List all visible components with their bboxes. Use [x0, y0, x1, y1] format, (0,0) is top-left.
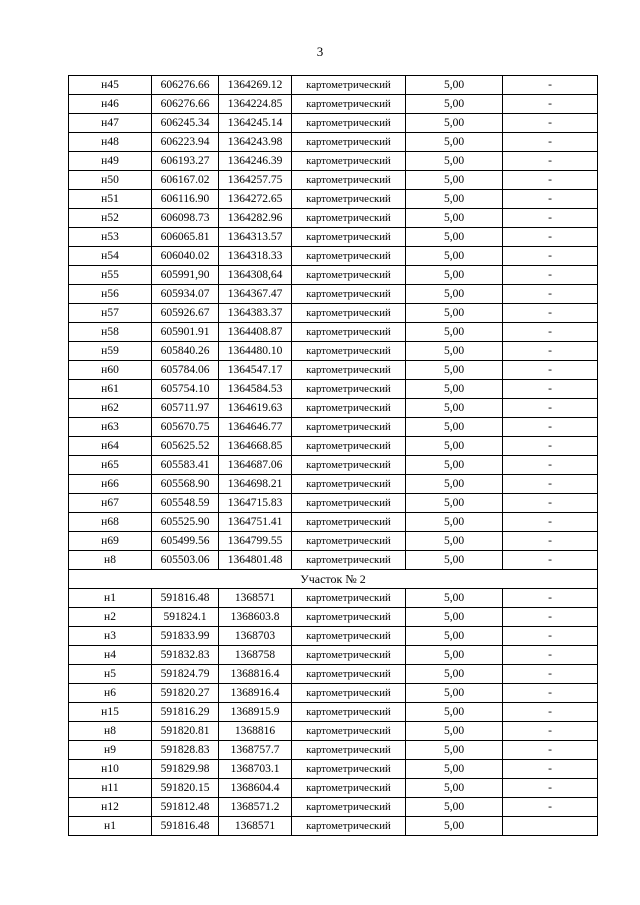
x-coordinate-cell: 606040.02: [152, 247, 219, 266]
accuracy-cell: 5,00: [406, 285, 503, 304]
description-cell: -: [503, 247, 598, 266]
point-name-cell: н65: [69, 456, 152, 475]
method-cell: картометрический: [292, 361, 406, 380]
page-number: 3: [316, 44, 324, 59]
y-coordinate-cell: 1368603.8: [219, 608, 292, 627]
point-name-cell: н56: [69, 285, 152, 304]
point-name-cell: н8: [69, 722, 152, 741]
x-coordinate-cell: 605670.75: [152, 418, 219, 437]
y-coordinate-cell: 1364243.98: [219, 133, 292, 152]
method-cell: картометрический: [292, 684, 406, 703]
y-coordinate-cell: 1368604.4: [219, 779, 292, 798]
accuracy-cell: 5,00: [406, 722, 503, 741]
x-coordinate-cell: 606276.66: [152, 76, 219, 95]
accuracy-cell: 5,00: [406, 760, 503, 779]
accuracy-cell: 5,00: [406, 380, 503, 399]
accuracy-cell: 5,00: [406, 684, 503, 703]
table-row: [69, 133, 598, 152]
description-cell: -: [503, 152, 598, 171]
method-cell: картометрический: [292, 665, 406, 684]
point-name-cell: н54: [69, 247, 152, 266]
x-coordinate-cell: 605784.06: [152, 361, 219, 380]
table-row: [69, 608, 598, 627]
accuracy-cell: 5,00: [406, 532, 503, 551]
x-coordinate-cell: 606245.34: [152, 114, 219, 133]
point-name-cell: н45: [69, 76, 152, 95]
method-cell: картометрический: [292, 722, 406, 741]
point-name-cell: н9: [69, 741, 152, 760]
x-coordinate-cell: 591832.83: [152, 646, 219, 665]
method-cell: картометрический: [292, 323, 406, 342]
y-coordinate-cell: 1364282.96: [219, 209, 292, 228]
accuracy-cell: 5,00: [406, 266, 503, 285]
table-row: [69, 513, 598, 532]
x-coordinate-cell: 591816.29: [152, 703, 219, 722]
accuracy-cell: 5,00: [406, 817, 503, 836]
description-cell: -: [503, 76, 598, 95]
x-coordinate-cell: 591828.83: [152, 741, 219, 760]
description-cell: -: [503, 266, 598, 285]
accuracy-cell: 5,00: [406, 228, 503, 247]
point-name-cell: н49: [69, 152, 152, 171]
y-coordinate-cell: 1368757.7: [219, 741, 292, 760]
method-cell: картометрический: [292, 76, 406, 95]
accuracy-cell: 5,00: [406, 665, 503, 684]
x-coordinate-cell: 591816.48: [152, 589, 219, 608]
description-cell: -: [503, 342, 598, 361]
description-cell: -: [503, 133, 598, 152]
description-cell: -: [503, 551, 598, 570]
table-row: [69, 646, 598, 665]
point-name-cell: н61: [69, 380, 152, 399]
table-row: [69, 342, 598, 361]
x-coordinate-cell: 606276.66: [152, 95, 219, 114]
accuracy-cell: 5,00: [406, 475, 503, 494]
table-row: [69, 247, 598, 266]
accuracy-cell: 5,00: [406, 247, 503, 266]
description-cell: -: [503, 494, 598, 513]
x-coordinate-cell: 605991,90: [152, 266, 219, 285]
x-coordinate-cell: 591833.99: [152, 627, 219, 646]
description-cell: -: [503, 532, 598, 551]
y-coordinate-cell: 1364272.65: [219, 190, 292, 209]
accuracy-cell: 5,00: [406, 399, 503, 418]
point-name-cell: н47: [69, 114, 152, 133]
x-coordinate-cell: 605625.52: [152, 437, 219, 456]
x-coordinate-cell: 591816.48: [152, 817, 219, 836]
method-cell: картометрический: [292, 380, 406, 399]
table-row: [69, 95, 598, 114]
table-row: [69, 779, 598, 798]
point-name-cell: н69: [69, 532, 152, 551]
x-coordinate-cell: 591812.48: [152, 798, 219, 817]
method-cell: картометрический: [292, 532, 406, 551]
y-coordinate-cell: 1368816: [219, 722, 292, 741]
y-coordinate-cell: 1364318.33: [219, 247, 292, 266]
y-coordinate-cell: 1364367.47: [219, 285, 292, 304]
accuracy-cell: 5,00: [406, 361, 503, 380]
point-name-cell: н59: [69, 342, 152, 361]
accuracy-cell: 5,00: [406, 703, 503, 722]
x-coordinate-cell: 591824.1: [152, 608, 219, 627]
description-cell: -: [503, 646, 598, 665]
accuracy-cell: 5,00: [406, 209, 503, 228]
table-row: [69, 171, 598, 190]
point-name-cell: н67: [69, 494, 152, 513]
description-cell: -: [503, 437, 598, 456]
accuracy-cell: 5,00: [406, 418, 503, 437]
table-row: [69, 532, 598, 551]
method-cell: картометрический: [292, 760, 406, 779]
method-cell: картометрический: [292, 152, 406, 171]
accuracy-cell: 5,00: [406, 494, 503, 513]
description-cell: -: [503, 722, 598, 741]
y-coordinate-cell: 1364801.48: [219, 551, 292, 570]
description-cell: -: [503, 209, 598, 228]
point-name-cell: н60: [69, 361, 152, 380]
section-title: Участок № 2: [69, 570, 598, 589]
accuracy-cell: 5,00: [406, 798, 503, 817]
y-coordinate-cell: 1364715.83: [219, 494, 292, 513]
method-cell: картометрический: [292, 741, 406, 760]
method-cell: картометрический: [292, 228, 406, 247]
y-coordinate-cell: 1368915.9: [219, 703, 292, 722]
accuracy-cell: 5,00: [406, 437, 503, 456]
description-cell: -: [503, 779, 598, 798]
point-name-cell: н11: [69, 779, 152, 798]
y-coordinate-cell: 1364224.85: [219, 95, 292, 114]
method-cell: картометрический: [292, 304, 406, 323]
y-coordinate-cell: 1368916.4: [219, 684, 292, 703]
table-row: [69, 437, 598, 456]
point-name-cell: н52: [69, 209, 152, 228]
x-coordinate-cell: 606193.27: [152, 152, 219, 171]
y-coordinate-cell: 1364408.87: [219, 323, 292, 342]
accuracy-cell: 5,00: [406, 114, 503, 133]
table-row: [69, 323, 598, 342]
description-cell: -: [503, 304, 598, 323]
description-cell: -: [503, 361, 598, 380]
method-cell: картометрический: [292, 589, 406, 608]
point-name-cell: н6: [69, 684, 152, 703]
description-cell: -: [503, 703, 598, 722]
x-coordinate-cell: 605901.91: [152, 323, 219, 342]
y-coordinate-cell: 1364751.41: [219, 513, 292, 532]
method-cell: картометрический: [292, 190, 406, 209]
y-coordinate-cell: 1364668.85: [219, 437, 292, 456]
point-name-cell: н5: [69, 665, 152, 684]
accuracy-cell: 5,00: [406, 152, 503, 171]
method-cell: картометрический: [292, 456, 406, 475]
accuracy-cell: 5,00: [406, 741, 503, 760]
table-row: [69, 380, 598, 399]
method-cell: картометрический: [292, 646, 406, 665]
accuracy-cell: 5,00: [406, 171, 503, 190]
description-cell: -: [503, 95, 598, 114]
description-cell: [503, 817, 598, 836]
description-cell: -: [503, 456, 598, 475]
accuracy-cell: 5,00: [406, 304, 503, 323]
point-name-cell: н10: [69, 760, 152, 779]
description-cell: -: [503, 418, 598, 437]
x-coordinate-cell: 605548.59: [152, 494, 219, 513]
y-coordinate-cell: 1368571: [219, 589, 292, 608]
point-name-cell: н58: [69, 323, 152, 342]
table-row: [69, 266, 598, 285]
y-coordinate-cell: 1368816.4: [219, 665, 292, 684]
table-row: [69, 551, 598, 570]
table-row: [69, 76, 598, 95]
method-cell: картометрический: [292, 399, 406, 418]
method-cell: картометрический: [292, 494, 406, 513]
description-cell: -: [503, 399, 598, 418]
x-coordinate-cell: 605568.90: [152, 475, 219, 494]
point-name-cell: н1: [69, 589, 152, 608]
table-row: [69, 114, 598, 133]
table-row: [69, 722, 598, 741]
x-coordinate-cell: 605583.41: [152, 456, 219, 475]
table-row: [69, 627, 598, 646]
point-name-cell: н64: [69, 437, 152, 456]
description-cell: -: [503, 323, 598, 342]
point-name-cell: н62: [69, 399, 152, 418]
point-name-cell: н3: [69, 627, 152, 646]
table-row: [69, 285, 598, 304]
x-coordinate-cell: 591824.79: [152, 665, 219, 684]
y-coordinate-cell: 1364698.21: [219, 475, 292, 494]
x-coordinate-cell: 606167.02: [152, 171, 219, 190]
description-cell: -: [503, 741, 598, 760]
method-cell: картометрический: [292, 285, 406, 304]
method-cell: картометрический: [292, 171, 406, 190]
table-row: [69, 209, 598, 228]
accuracy-cell: 5,00: [406, 323, 503, 342]
method-cell: картометрический: [292, 627, 406, 646]
description-cell: -: [503, 627, 598, 646]
x-coordinate-cell: 591820.27: [152, 684, 219, 703]
x-coordinate-cell: 605840.26: [152, 342, 219, 361]
accuracy-cell: 5,00: [406, 95, 503, 114]
table-row: [69, 589, 598, 608]
method-cell: картометрический: [292, 95, 406, 114]
accuracy-cell: 5,00: [406, 608, 503, 627]
table-row: [69, 684, 598, 703]
point-name-cell: н48: [69, 133, 152, 152]
x-coordinate-cell: 605926.67: [152, 304, 219, 323]
table-row: [69, 798, 598, 817]
method-cell: картометрический: [292, 266, 406, 285]
y-coordinate-cell: 1368703: [219, 627, 292, 646]
y-coordinate-cell: 1364547.17: [219, 361, 292, 380]
point-name-cell: н15: [69, 703, 152, 722]
description-cell: -: [503, 285, 598, 304]
method-cell: картометрический: [292, 418, 406, 437]
description-cell: -: [503, 513, 598, 532]
y-coordinate-cell: 1364246.39: [219, 152, 292, 171]
method-cell: картометрический: [292, 513, 406, 532]
y-coordinate-cell: 1364313.57: [219, 228, 292, 247]
y-coordinate-cell: 1364257.75: [219, 171, 292, 190]
accuracy-cell: 5,00: [406, 627, 503, 646]
y-coordinate-cell: 1364584.53: [219, 380, 292, 399]
x-coordinate-cell: 605503.06: [152, 551, 219, 570]
y-coordinate-cell: 1364269.12: [219, 76, 292, 95]
coordinates-table: [68, 75, 598, 836]
table-row: [69, 475, 598, 494]
table-row: [69, 152, 598, 171]
description-cell: -: [503, 114, 598, 133]
point-name-cell: н51: [69, 190, 152, 209]
x-coordinate-cell: 606223.94: [152, 133, 219, 152]
point-name-cell: н8: [69, 551, 152, 570]
method-cell: картометрический: [292, 798, 406, 817]
accuracy-cell: 5,00: [406, 76, 503, 95]
point-name-cell: н1: [69, 817, 152, 836]
description-cell: -: [503, 190, 598, 209]
accuracy-cell: 5,00: [406, 342, 503, 361]
method-cell: картометрический: [292, 114, 406, 133]
method-cell: картометрический: [292, 342, 406, 361]
method-cell: картометрический: [292, 703, 406, 722]
table-row: [69, 190, 598, 209]
method-cell: картометрический: [292, 608, 406, 627]
point-name-cell: н53: [69, 228, 152, 247]
x-coordinate-cell: 606065.81: [152, 228, 219, 247]
x-coordinate-cell: 605934.07: [152, 285, 219, 304]
description-cell: -: [503, 475, 598, 494]
y-coordinate-cell: 1364619.63: [219, 399, 292, 418]
table-row: [69, 228, 598, 247]
table-row: [69, 304, 598, 323]
y-coordinate-cell: 1364245.14: [219, 114, 292, 133]
point-name-cell: н4: [69, 646, 152, 665]
table-row: [69, 741, 598, 760]
x-coordinate-cell: 605711.97: [152, 399, 219, 418]
table-row: [69, 418, 598, 437]
description-cell: -: [503, 608, 598, 627]
description-cell: -: [503, 760, 598, 779]
accuracy-cell: 5,00: [406, 646, 503, 665]
y-coordinate-cell: 1364480.10: [219, 342, 292, 361]
point-name-cell: н63: [69, 418, 152, 437]
y-coordinate-cell: 1364799.55: [219, 532, 292, 551]
method-cell: картометрический: [292, 551, 406, 570]
x-coordinate-cell: 591820.15: [152, 779, 219, 798]
description-cell: -: [503, 228, 598, 247]
point-name-cell: н68: [69, 513, 152, 532]
description-cell: -: [503, 380, 598, 399]
method-cell: картометрический: [292, 437, 406, 456]
accuracy-cell: 5,00: [406, 190, 503, 209]
y-coordinate-cell: 1368758: [219, 646, 292, 665]
description-cell: -: [503, 171, 598, 190]
point-name-cell: н2: [69, 608, 152, 627]
table-row: [69, 399, 598, 418]
accuracy-cell: 5,00: [406, 779, 503, 798]
section-row: [69, 570, 598, 589]
table-row: [69, 494, 598, 513]
y-coordinate-cell: 1364383.37: [219, 304, 292, 323]
accuracy-cell: 5,00: [406, 456, 503, 475]
point-name-cell: н66: [69, 475, 152, 494]
y-coordinate-cell: 1364687.06: [219, 456, 292, 475]
y-coordinate-cell: 1368571: [219, 817, 292, 836]
coordinates-table-body: [69, 76, 598, 836]
table-row: [69, 456, 598, 475]
accuracy-cell: 5,00: [406, 589, 503, 608]
table-row: [69, 361, 598, 380]
description-cell: -: [503, 684, 598, 703]
description-cell: -: [503, 798, 598, 817]
method-cell: картометрический: [292, 779, 406, 798]
y-coordinate-cell: 1368571.2: [219, 798, 292, 817]
point-name-cell: н55: [69, 266, 152, 285]
x-coordinate-cell: 591829.98: [152, 760, 219, 779]
x-coordinate-cell: 605754.10: [152, 380, 219, 399]
method-cell: картометрический: [292, 817, 406, 836]
x-coordinate-cell: 606116.90: [152, 190, 219, 209]
method-cell: картометрический: [292, 133, 406, 152]
x-coordinate-cell: 605525.90: [152, 513, 219, 532]
accuracy-cell: 5,00: [406, 133, 503, 152]
table-row: [69, 665, 598, 684]
table-row: [69, 760, 598, 779]
method-cell: картометрический: [292, 247, 406, 266]
point-name-cell: н50: [69, 171, 152, 190]
point-name-cell: н57: [69, 304, 152, 323]
description-cell: -: [503, 589, 598, 608]
x-coordinate-cell: 605499.56: [152, 532, 219, 551]
description-cell: -: [503, 665, 598, 684]
x-coordinate-cell: 591820.81: [152, 722, 219, 741]
method-cell: картометрический: [292, 475, 406, 494]
y-coordinate-cell: 1368703.1: [219, 760, 292, 779]
point-name-cell: н46: [69, 95, 152, 114]
y-coordinate-cell: 1364308,64: [219, 266, 292, 285]
table-row: [69, 703, 598, 722]
accuracy-cell: 5,00: [406, 513, 503, 532]
point-name-cell: н12: [69, 798, 152, 817]
y-coordinate-cell: 1364646.77: [219, 418, 292, 437]
accuracy-cell: 5,00: [406, 551, 503, 570]
method-cell: картометрический: [292, 209, 406, 228]
x-coordinate-cell: 606098.73: [152, 209, 219, 228]
table-row: [69, 817, 598, 836]
